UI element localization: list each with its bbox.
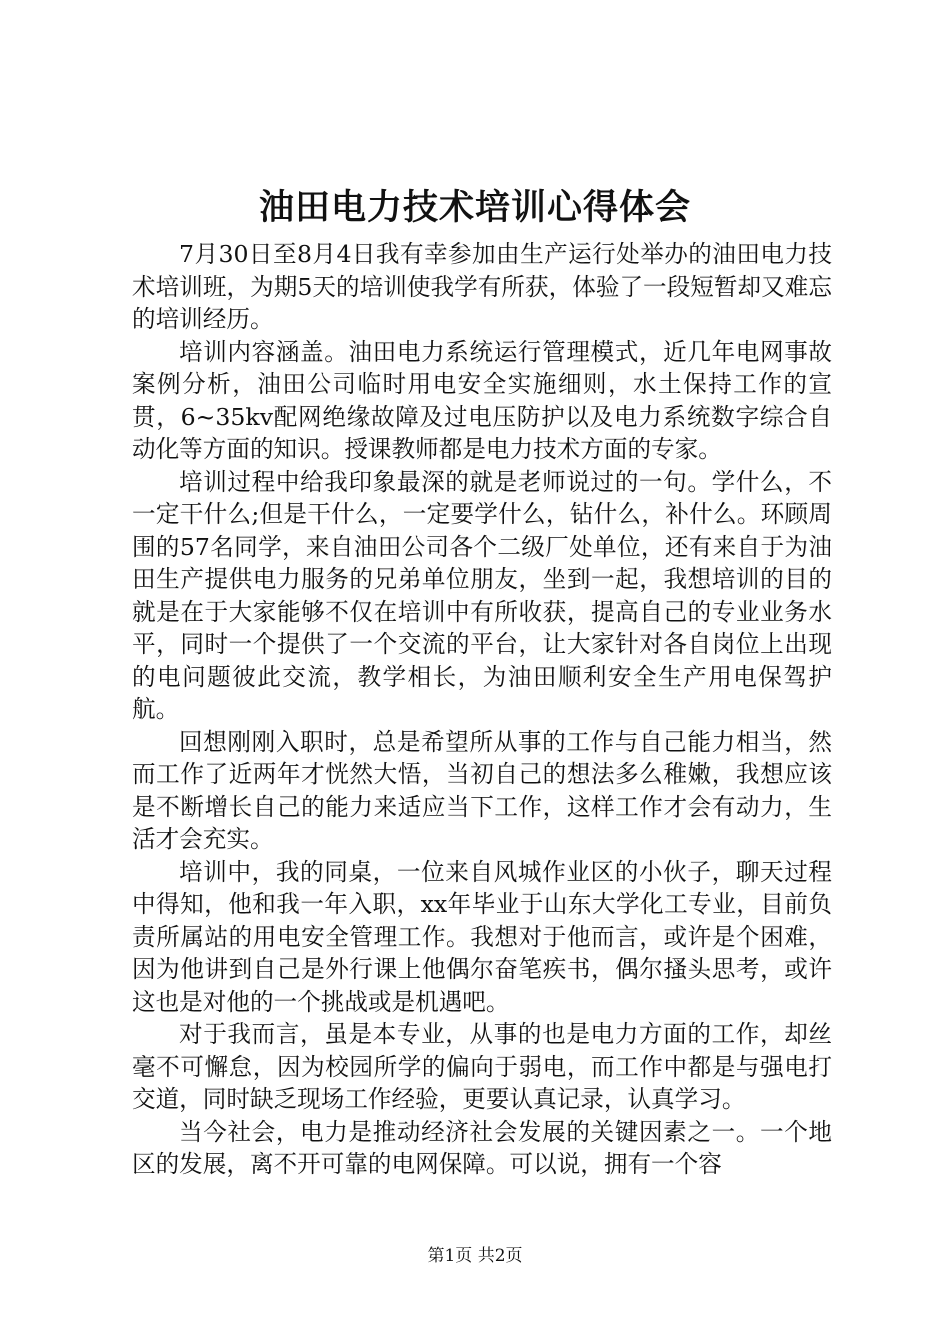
document-title: 油田电力技术培训心得体会 [258, 187, 691, 228]
paragraph-7: 当今社会，电力是推动经济社会发展的关键因素之一。一个地区的发展，离不开可靠的电网保障。可以说，拥有一个容 [132, 1117, 832, 1178]
paragraph-1: 7月30日至8月4日我有幸参加由生产运行处举办的油田电力技术培训班，为期5天的培训使我学有所获，体验了一段短暂却又难忘的培训经历。 [132, 240, 832, 333]
page-footer: 第1页 共2页 [427, 1246, 523, 1266]
paragraph-3: 培训过程中给我印象最深的就是老师说过的一句。学什么，不一定干什么;但是干什么，一定要学什么，钻什么，补什么。环顾周围的57名同学，来自油田公司各个二级厂处单位，还有来自于为油田生产提供电力服务的兄弟单位朋友，坐到一起，我想培训的目的就是在于大家能够不仅在培训中有所收获，提高自己的专业业务水平，同时一个提供了一个交流的平台，让大家针对各自岗位上出现的电问题彼此交流，教学相长，为油田顺利安全生产用电保驾护航。 [132, 467, 832, 723]
paragraph-5: 培训中，我的同桌，一位来自风城作业区的小伙子，聊天过程中得知，他和我一年入职，xx年毕业于山东大学化工专业，目前负责所属站的用电安全管理工作。我想对于他而言，或许是个困难，因为他讲到自己是外行课上他偶尔奋笔疾书，偶尔搔头思考，或许这也是对他的一个挑战或是机遇吧。 [132, 857, 832, 1016]
document-body [132, 238, 832, 1181]
paragraph-6: 对于我而言，虽是本专业，从事的也是电力方面的工作，却丝毫不可懈怠，因为校园所学的偏向于弱电，而工作中都是与强电打交道，同时缺乏现场工作经验，更要认真记录，认真学习。 [132, 1020, 832, 1113]
paragraph-2: 培训内容涵盖。油田电力系统运行管理模式，近几年电网事故案例分析，油田公司临时用电安全实施细则，水土保持工作的宣贯，6~35kv配网绝缘故障及过电压防护以及电力系统数字综合自动化等方面的知识。授课教师都是电力技术方面的专家。 [132, 337, 832, 463]
paragraph-4: 回想刚刚入职时，总是希望所从事的工作与自己能力相当，然而工作了近两年才恍然大悟，当初自己的想法多么稚嫩，我想应该是不断增长自己的能力来适应当下工作，这样工作才会有动力，生活才会充实。 [132, 727, 832, 853]
